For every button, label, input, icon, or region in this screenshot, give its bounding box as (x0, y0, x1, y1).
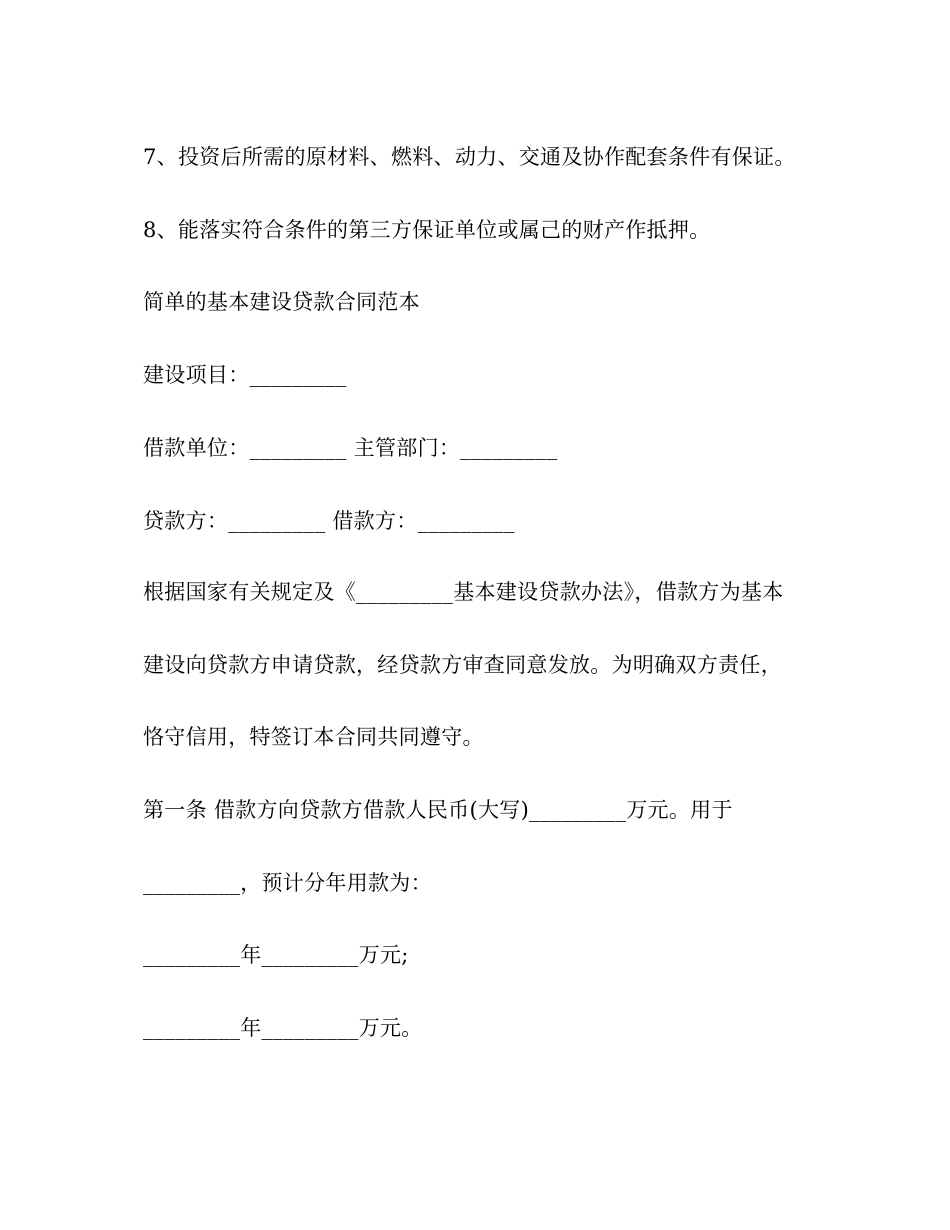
project-field-line: 建设项目：_________ (143, 363, 347, 387)
clause-8-text: 8、能落实符合条件的第三方保证单位或属己的财产作抵押。 (143, 218, 711, 242)
annual-usage-line-2: _________年_________万元。 (143, 1016, 423, 1040)
article-1-line-2: _________，预计分年用款为： (143, 871, 432, 895)
preamble-line-3: 恪守信用，特签订本合同共同遵守。 (143, 725, 484, 749)
clause-7-text: 7、投资后所需的原材料、燃料、动力、交通及协作配套条件有保证。 (143, 145, 796, 169)
article-1-line-1: 第一条 借款方向贷款方借款人民币(大写)_________万元。用于 (143, 798, 733, 822)
borrower-department-line: 借款单位：_________ 主管部门：_________ (143, 436, 558, 460)
annual-usage-line-1: _________年_________万元; (143, 943, 409, 967)
contract-title: 简单的基本建设贷款合同范本 (143, 290, 420, 314)
preamble-line-1: 根据国家有关规定及《_________基本建设贷款办法》，借款方为基本 (143, 580, 784, 604)
preamble-line-2: 建设向贷款方申请贷款，经贷款方审查同意发放。为明确双方责任， (143, 653, 782, 677)
lender-borrower-line: 贷款方：_________ 借款方：_________ (143, 509, 515, 533)
